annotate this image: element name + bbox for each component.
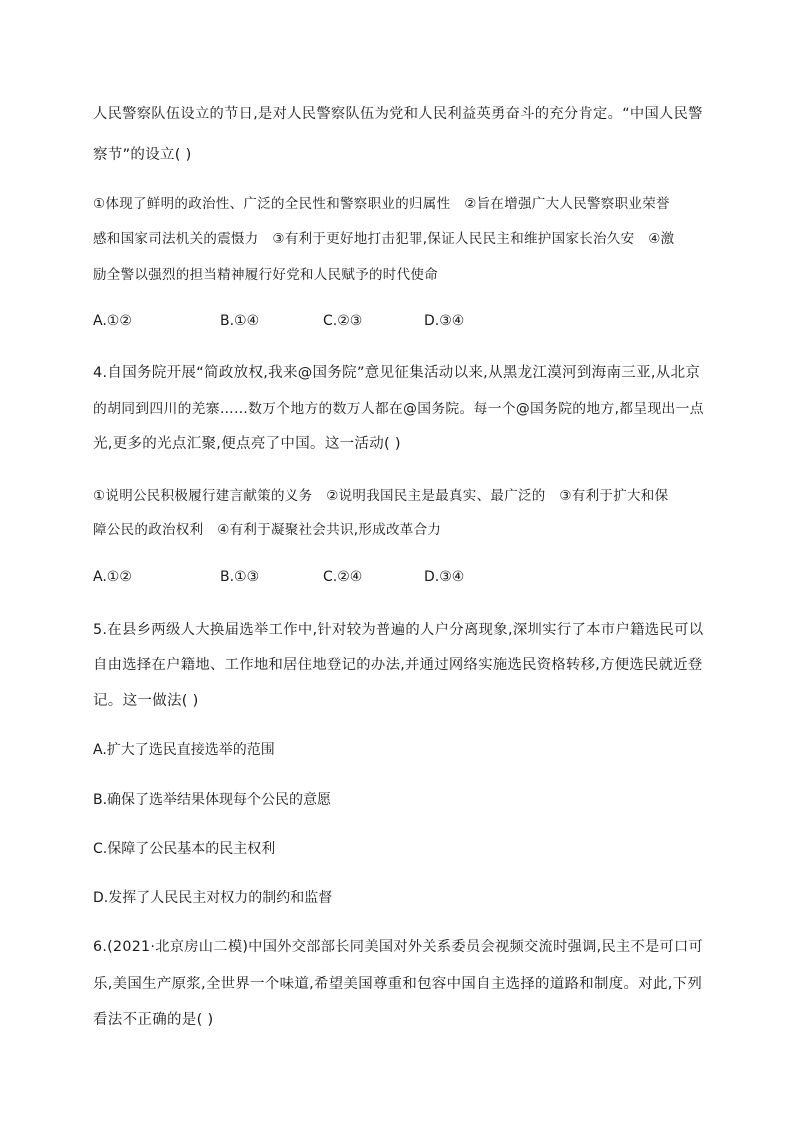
q6-stem-line-1: 6.(2021·北京房山二模)中国外交部部长同美国对外关系委员会视频交流时强调,民主不是可口可 [93,939,704,955]
q5-stem-line-1: 5.在县乡两级人大换届选举工作中,针对较为普遍的人户分离现象,深圳实行了本市户籍选民可以 [93,622,704,638]
q4-option-a: A.①② [93,569,132,585]
q3-stem-line-1: 人民警察队伍设立的节日,是对人民警察队伍为党和人民利益英勇奋斗的充分肯定。“中国人民警 [93,106,703,122]
q4-stem-line-2: 的胡同到四川的羌寨……数万个地方的数万人都在@国务院。每一个@国务院的地方,都呈现出一点 [93,401,704,417]
q3-item-line-1: ①体现了鲜明的政治性、广泛的全民性和警察职业的归属性 ②旨在增强广大人民警察职业荣誉 [93,196,670,212]
q4-stem-line-1: 4.自国务院开展“简政放权,我来@国务院”意见征集活动以来,从黑龙江漠河到海南三亚,从北京 [93,365,701,381]
q4-item-line-1: ①说明公民积极履行建言献策的义务 ②说明我国民主是最真实、最广泛的 ③有利于扩大和保 [93,488,669,504]
q3-option-b: B.①④ [220,313,260,329]
q3-option-c: C.②③ [323,313,363,329]
q5-stem-line-2: 自由选择在户籍地、工作地和居住地登记的办法,并通过网络实施选民资格转移,方便选民就近登 [93,657,703,673]
q6-stem-line-2: 乐,美国生产原浆,全世界一个味道,希望美国尊重和包容中国自主选择的道路和制度。对此,下列 [93,976,703,992]
q4-stem-line-3: 光,更多的光点汇聚,便点亮了中国。这一活动( ) [93,436,401,452]
q6-stem-line-3: 看法不正确的是( ) [93,1012,214,1028]
q4-item-line-2: 障公民的政治权利 ④有利于凝聚社会共识,形成改革合力 [93,522,442,538]
q3-item-line-3: 励全警以强烈的担当精神履行好党和人民赋予的时代使命 [93,267,438,283]
q3-option-d: D.③④ [424,313,465,329]
q5-option-b: B.确保了选举结果体现每个公民的意愿 [93,792,332,808]
q4-option-c: C.②④ [323,569,363,585]
q3-stem-line-2: 察节”的设立( ) [93,147,192,163]
q4-option-d: D.③④ [424,569,465,585]
q5-option-c: C.保障了公民基本的民主权利 [93,841,276,857]
q5-option-a: A.扩大了选民直接选举的范围 [93,742,275,758]
q5-stem-line-3: 记。这一做法( ) [93,693,199,709]
q3-item-line-2: 感和国家司法机关的震慑力 ③有利于更好地打击犯罪,保证人民民主和维护国家长治久安 ④激 [93,231,675,247]
q3-option-a: A.①② [93,313,132,329]
q5-option-d: D.发挥了人民民主对权力的制约和监督 [93,890,333,906]
q4-option-b: B.①③ [220,569,260,585]
